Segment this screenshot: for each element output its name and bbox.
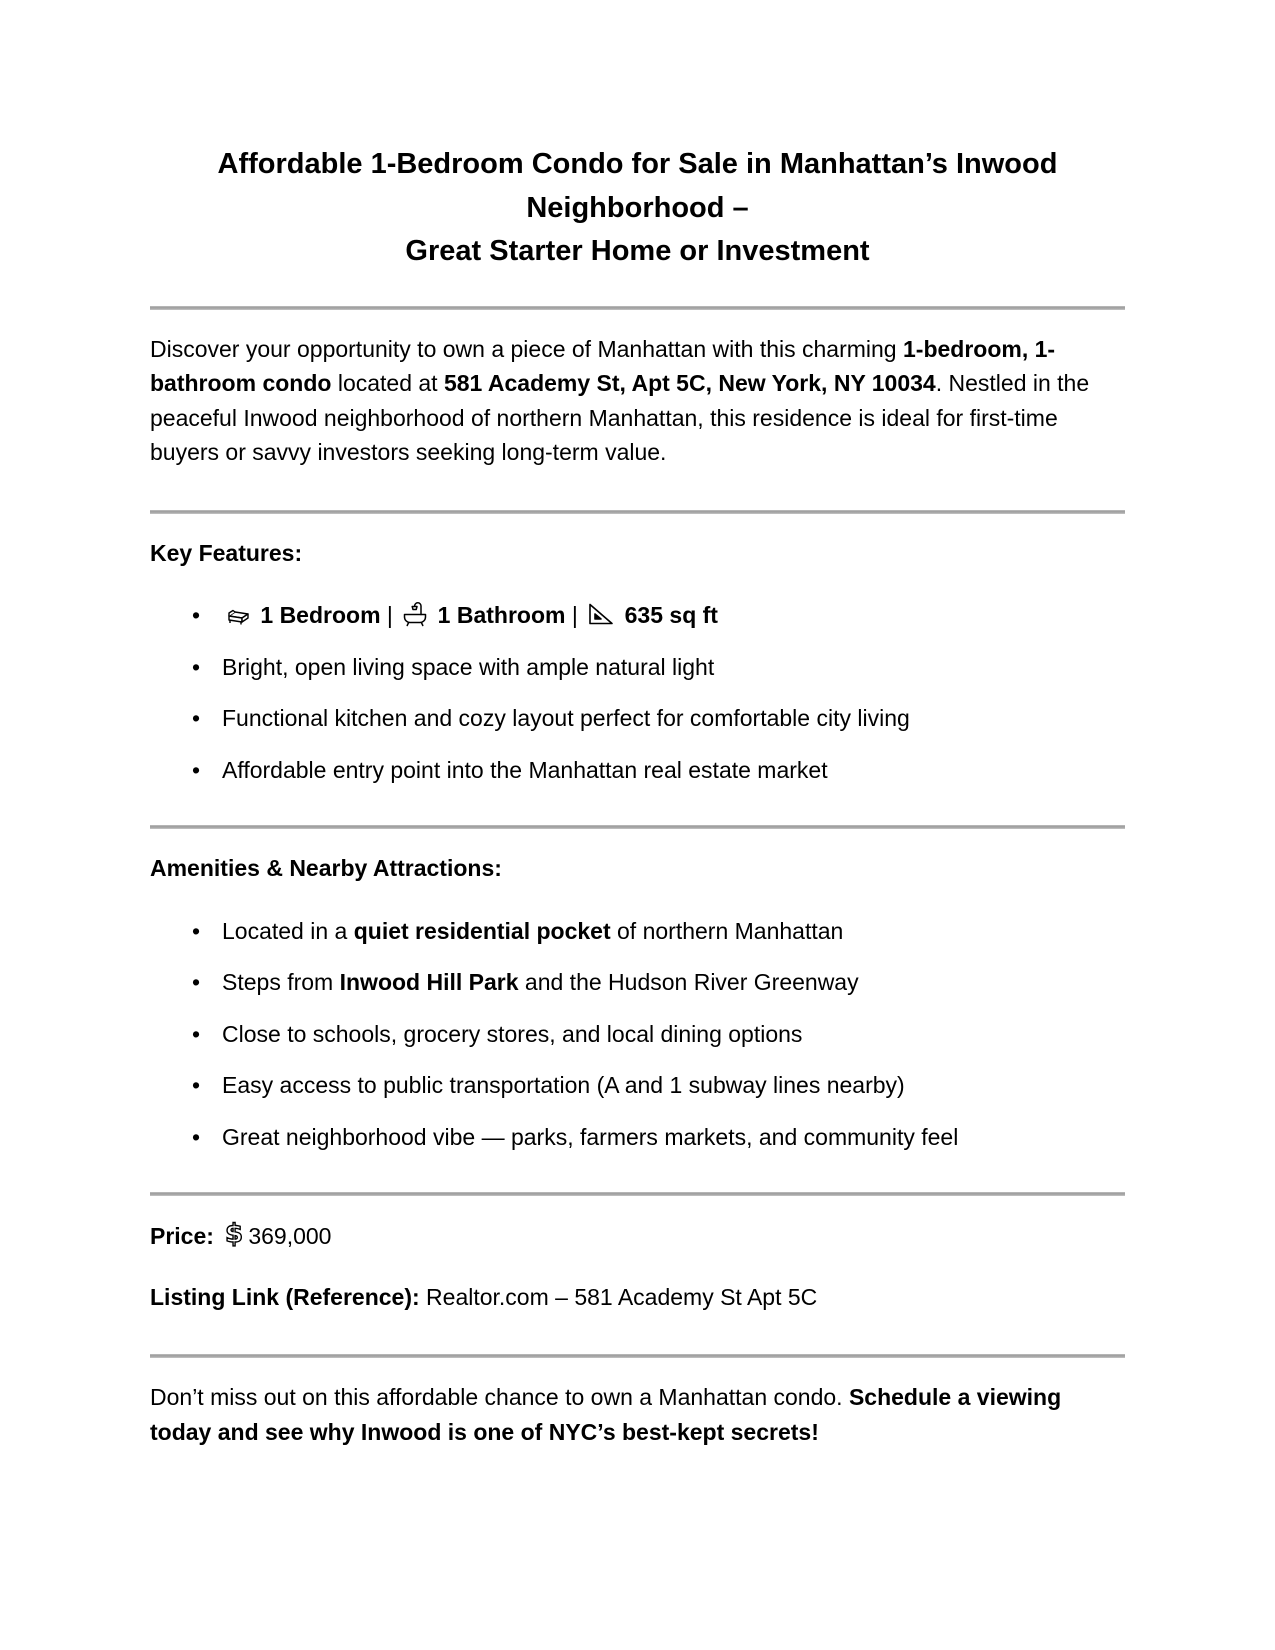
bathtub-icon bbox=[402, 599, 428, 627]
text-run: 369,000 bbox=[248, 1223, 332, 1249]
list-item-text bbox=[222, 1021, 802, 1047]
text-run: Great neighborhood vibe — parks, farmers markets, and community feel bbox=[222, 1123, 959, 1150]
list-item bbox=[150, 1017, 1125, 1052]
text-run: | bbox=[380, 602, 400, 628]
svg-text:$: $ bbox=[225, 1219, 244, 1248]
list-item bbox=[150, 1120, 1125, 1155]
key-features-list bbox=[150, 598, 1125, 787]
list-item bbox=[150, 650, 1125, 685]
list-item-text bbox=[222, 602, 718, 628]
amenities-list bbox=[150, 914, 1125, 1155]
list-item bbox=[150, 1068, 1125, 1103]
text-run: . Nestled in the peaceful Inwood neighborhood of northern Manhattan, this residence is ideal for first-time buyers or savvy investors seeking long-term value. bbox=[150, 370, 1090, 465]
horizontal-rule bbox=[150, 510, 1125, 514]
heavy-dollar-icon bbox=[223, 1218, 245, 1248]
bold-text-run: 1 Bedroom bbox=[254, 602, 381, 628]
text-run: | bbox=[565, 602, 585, 628]
list-item bbox=[150, 753, 1125, 788]
text-run: Located in a bbox=[222, 917, 354, 944]
text-run: of northern Manhattan bbox=[610, 917, 844, 944]
text-run: and the Hudson River Greenway bbox=[518, 969, 859, 995]
list-item bbox=[150, 965, 1125, 1000]
list-item-text bbox=[222, 969, 859, 995]
list-item-text bbox=[222, 757, 828, 783]
intro-paragraph bbox=[150, 332, 1125, 470]
price-line bbox=[150, 1218, 1125, 1254]
list-item-text bbox=[222, 1124, 958, 1150]
key-features-heading: Key Features: bbox=[150, 539, 303, 566]
text-run: Easy access to public transportation (A and 1 subway lines nearby) bbox=[222, 1072, 905, 1098]
title-line-2: Great Starter Home or Investment bbox=[405, 235, 870, 267]
text-run: Steps from bbox=[222, 969, 340, 995]
list-item bbox=[150, 598, 1125, 633]
text-run: Realtor.com – 581 Academy St Apt 5C bbox=[426, 1283, 818, 1310]
listing-link-line bbox=[150, 1280, 1125, 1315]
bold-text-run: 635 sq ft bbox=[618, 602, 718, 628]
bold-text-run: Schedule a viewing today and see why Inwood is one of NYC’s best-kept secrets! bbox=[150, 1384, 1062, 1445]
horizontal-rule bbox=[150, 306, 1125, 310]
list-item-text bbox=[222, 654, 714, 680]
triangle-ruler-icon bbox=[587, 601, 615, 627]
text-run: located at bbox=[331, 370, 444, 396]
bold-text-run: quiet residential pocket bbox=[353, 917, 611, 944]
horizontal-rule bbox=[150, 825, 1125, 829]
bold-text-run: Inwood Hill Park bbox=[339, 969, 519, 995]
horizontal-rule bbox=[150, 1354, 1125, 1358]
title-line-1: Affordable 1-Bedroom Condo for Sale in Manhattan’s Inwood Neighborhood – bbox=[217, 148, 1058, 224]
text-run: Functional kitchen and cozy layout perfect for comfortable city living bbox=[222, 705, 910, 731]
bed-icon bbox=[225, 607, 251, 627]
list-item-text bbox=[222, 1072, 905, 1098]
list-item-text bbox=[222, 918, 843, 944]
text-run: Close to schools, grocery stores, and local dining options bbox=[222, 1020, 803, 1047]
text-run: Don’t miss out on this affordable chance to own a Manhattan condo. bbox=[150, 1384, 849, 1410]
bold-text-run: Listing Link (Reference): bbox=[150, 1283, 427, 1310]
bold-text-run: 1-bedroom, 1-bathroom condo bbox=[150, 335, 1056, 396]
list-item bbox=[150, 914, 1125, 949]
amenities-heading: Amenities & Nearby Attractions: bbox=[150, 855, 502, 881]
closing-paragraph bbox=[150, 1380, 1125, 1449]
text-run: Discover your opportunity to own a piece of Manhattan with this charming bbox=[150, 335, 903, 362]
text-run: Affordable entry point into the Manhattan real estate market bbox=[222, 756, 828, 783]
bold-text-run: 1 Bathroom bbox=[431, 602, 566, 628]
text-run: Bright, open living space with ample natural light bbox=[222, 653, 715, 680]
bold-text-run: 581 Academy St, Apt 5C, New York, NY 10034 bbox=[443, 370, 936, 396]
horizontal-rule bbox=[150, 1192, 1125, 1196]
list-item bbox=[150, 701, 1125, 736]
document-title bbox=[150, 143, 1125, 274]
list-item-text bbox=[222, 705, 910, 731]
bold-text-run: Price: bbox=[150, 1223, 221, 1249]
